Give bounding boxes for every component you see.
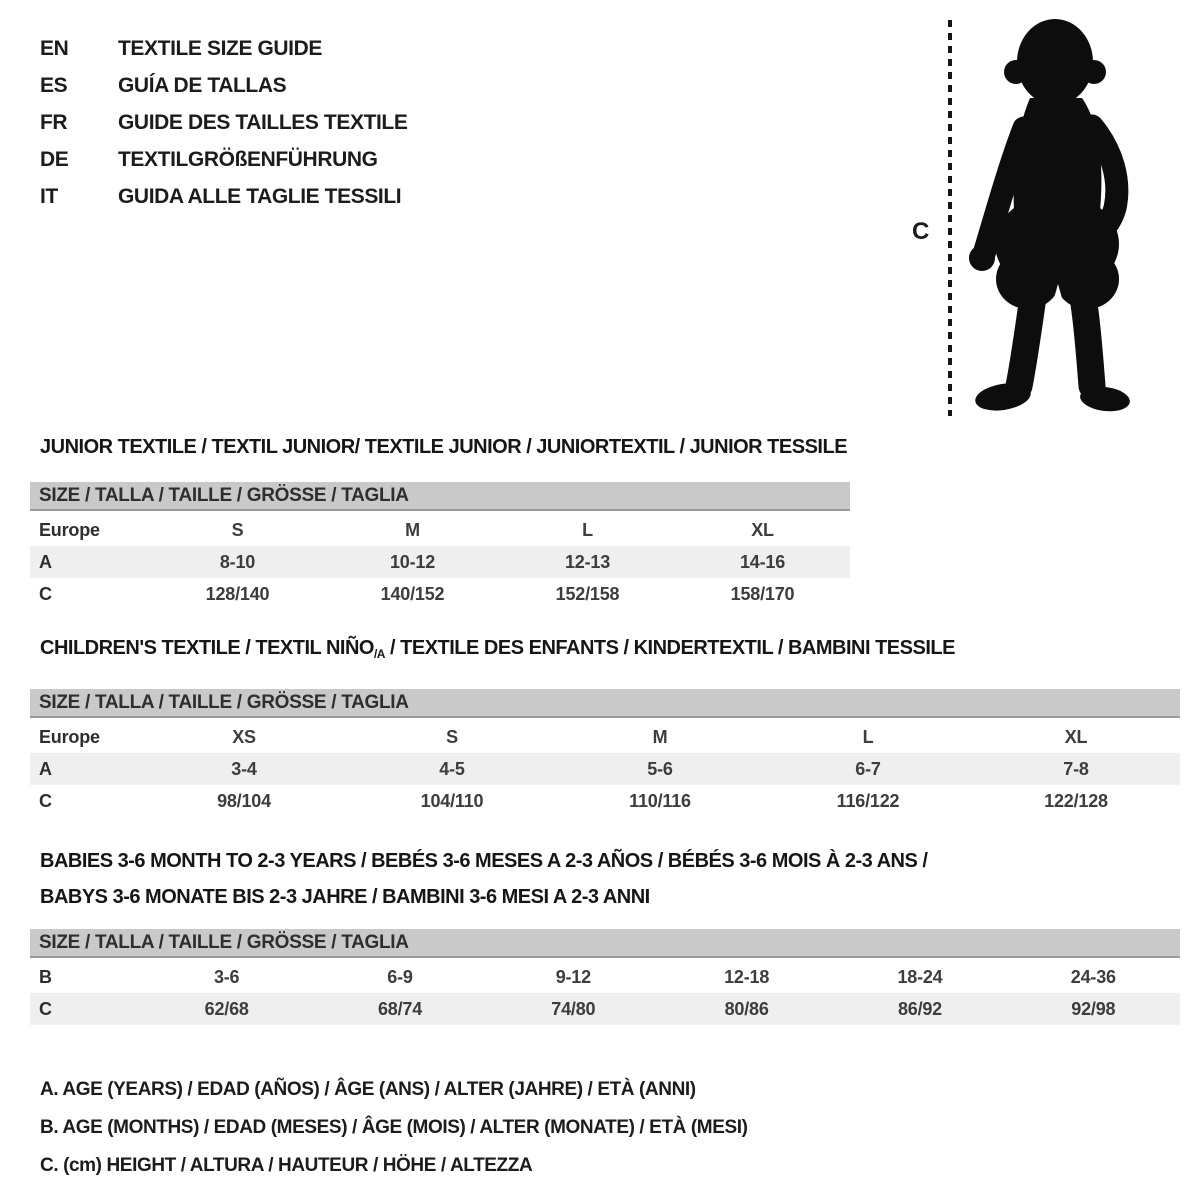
- children-table-block: [30, 689, 1180, 817]
- value-cell: 24-36: [1070, 966, 1116, 987]
- legend-line-a: A. AGE (YEARS) / EDAD (AÑOS) / ÂGE (ANS) / ALTER (JAHRE) / ETÀ (ANNI): [40, 1079, 696, 1100]
- children-size-table: [30, 721, 1180, 817]
- size-header-bar: SIZE / TALLA / TAILLE / GRÖSSE / TAGLIA: [30, 929, 1180, 958]
- size-cell: XL: [1064, 726, 1088, 747]
- legend-line-b: B. AGE (MONTHS) / EDAD (MESES) / ÂGE (MOIS) / ALTER (MONATE) / ETÀ (MESI): [40, 1117, 748, 1138]
- table-row-months: [30, 961, 1180, 993]
- value-cell: 110/116: [629, 790, 691, 811]
- babies-size-table: [30, 961, 1180, 1025]
- row-label: A: [30, 753, 140, 785]
- lang-row-de: [40, 141, 407, 178]
- size-cell: M: [652, 726, 668, 747]
- lang-row-it: [40, 178, 407, 215]
- row-label: C: [39, 790, 52, 811]
- lang-title: GUIDA ALLE TAGLIE TESSILI: [118, 184, 402, 208]
- value-cell: 6-9: [387, 966, 413, 987]
- value-cell: 128/140: [205, 583, 270, 604]
- value-cell: 98/104: [217, 790, 271, 811]
- value-cell: 152/158: [555, 583, 620, 604]
- babies-section-title: [40, 843, 927, 915]
- row-label: A: [30, 546, 150, 578]
- value-cell: 74/80: [487, 993, 660, 1025]
- lang-row-en: [40, 30, 407, 67]
- babies-title-line1: BABIES 3-6 MONTH TO 2-3 YEARS / BEBÉS 3-6 MESES A 2-3 AÑOS / BÉBÉS 3-6 MOIS À 2-3 ANS /: [40, 850, 928, 872]
- value-cell: 4-5: [348, 753, 556, 785]
- junior-table-block: [30, 482, 850, 610]
- lang-title: GUÍA DE TALLAS: [118, 73, 287, 97]
- height-measure-dashed-line: [948, 20, 952, 416]
- language-title-list: [40, 30, 407, 215]
- lang-title: TEXTILGRÖßENFÜHRUNG: [118, 147, 378, 171]
- lang-code: IT: [40, 184, 58, 208]
- value-cell: 80/86: [660, 993, 833, 1025]
- value-cell: 9-12: [555, 966, 591, 987]
- row-label: B: [39, 966, 52, 987]
- legend: [40, 1071, 748, 1185]
- value-cell: 158/170: [730, 583, 795, 604]
- row-label: C: [39, 583, 52, 604]
- value-cell: 116/122: [836, 790, 900, 811]
- value-cell: 12-18: [724, 966, 770, 987]
- lang-code: EN: [40, 36, 69, 60]
- junior-size-table: [30, 514, 850, 610]
- size-cell: S: [231, 519, 244, 540]
- size-cell: S: [446, 726, 458, 747]
- value-cell: 104/110: [420, 790, 484, 811]
- lang-title: TEXTILE SIZE GUIDE: [118, 36, 322, 60]
- value-cell: 8-10: [150, 546, 325, 578]
- size-header-bar: SIZE / TALLA / TAILLE / GRÖSSE / TAGLIA: [30, 482, 850, 511]
- value-cell: 122/128: [1044, 790, 1108, 811]
- value-cell: 3-4: [140, 753, 348, 785]
- row-label: Europe: [39, 519, 100, 540]
- size-cell: XS: [232, 726, 256, 747]
- size-cell: L: [582, 519, 593, 540]
- value-cell: 3-6: [213, 966, 240, 987]
- table-row-height: [30, 993, 1180, 1025]
- lang-title: GUIDE DES TAILLES TEXTILE: [118, 110, 408, 134]
- table-row-europe: [30, 514, 850, 546]
- value-cell: 5-6: [556, 753, 764, 785]
- table-row-age: [30, 546, 850, 578]
- babies-title-line2: BABYS 3-6 MONATE BIS 2-3 JAHRE / BAMBINI 3-6 MESI A 2-3 ANNI: [40, 886, 650, 908]
- children-title-sub: /A: [373, 647, 385, 661]
- value-cell: 10-12: [325, 546, 500, 578]
- row-label: Europe: [39, 726, 100, 747]
- lang-row-fr: [40, 104, 407, 141]
- height-measure-label: C: [912, 218, 930, 245]
- size-cell: L: [862, 726, 874, 747]
- row-label: C: [30, 993, 140, 1025]
- value-cell: 68/74: [313, 993, 486, 1025]
- value-cell: 62/68: [140, 993, 313, 1025]
- value-cell: 92/98: [1007, 993, 1180, 1025]
- value-cell: 14-16: [675, 546, 850, 578]
- table-row-europe: [30, 721, 1180, 753]
- table-row-height: [30, 578, 850, 610]
- size-cell: M: [405, 519, 420, 540]
- table-row-height: [30, 785, 1180, 817]
- lang-code: FR: [40, 110, 68, 134]
- children-title-pre: CHILDREN'S TEXTILE / TEXTIL NIÑO: [40, 637, 374, 659]
- junior-section-title: [40, 436, 847, 459]
- table-row-age: [30, 753, 1180, 785]
- lang-code: ES: [40, 73, 68, 97]
- value-cell: 12-13: [500, 546, 675, 578]
- size-header-bar: SIZE / TALLA / TAILLE / GRÖSSE / TAGLIA: [30, 689, 1180, 718]
- children-section-title: [40, 637, 955, 661]
- value-cell: 86/92: [833, 993, 1006, 1025]
- value-cell: 140/152: [380, 583, 445, 604]
- legend-line-c: C. (cm) HEIGHT / ALTURA / HAUTEUR / HÖHE / ALTEZZA: [40, 1155, 533, 1176]
- value-cell: 18-24: [897, 966, 943, 987]
- toddler-silhouette-icon: [958, 16, 1140, 416]
- lang-row-es: [40, 67, 407, 104]
- value-cell: 6-7: [764, 753, 972, 785]
- size-cell: XL: [751, 519, 774, 540]
- children-title-post: / TEXTILE DES ENFANTS / KINDERTEXTIL / BAMBINI TESSILE: [384, 637, 955, 659]
- value-cell: 7-8: [972, 753, 1180, 785]
- lang-code: DE: [40, 147, 69, 171]
- babies-table-block: [30, 929, 1180, 1025]
- junior-title-text: JUNIOR TEXTILE / TEXTIL JUNIOR/ TEXTILE JUNIOR / JUNIORTEXTIL / JUNIOR TESSILE: [40, 436, 848, 458]
